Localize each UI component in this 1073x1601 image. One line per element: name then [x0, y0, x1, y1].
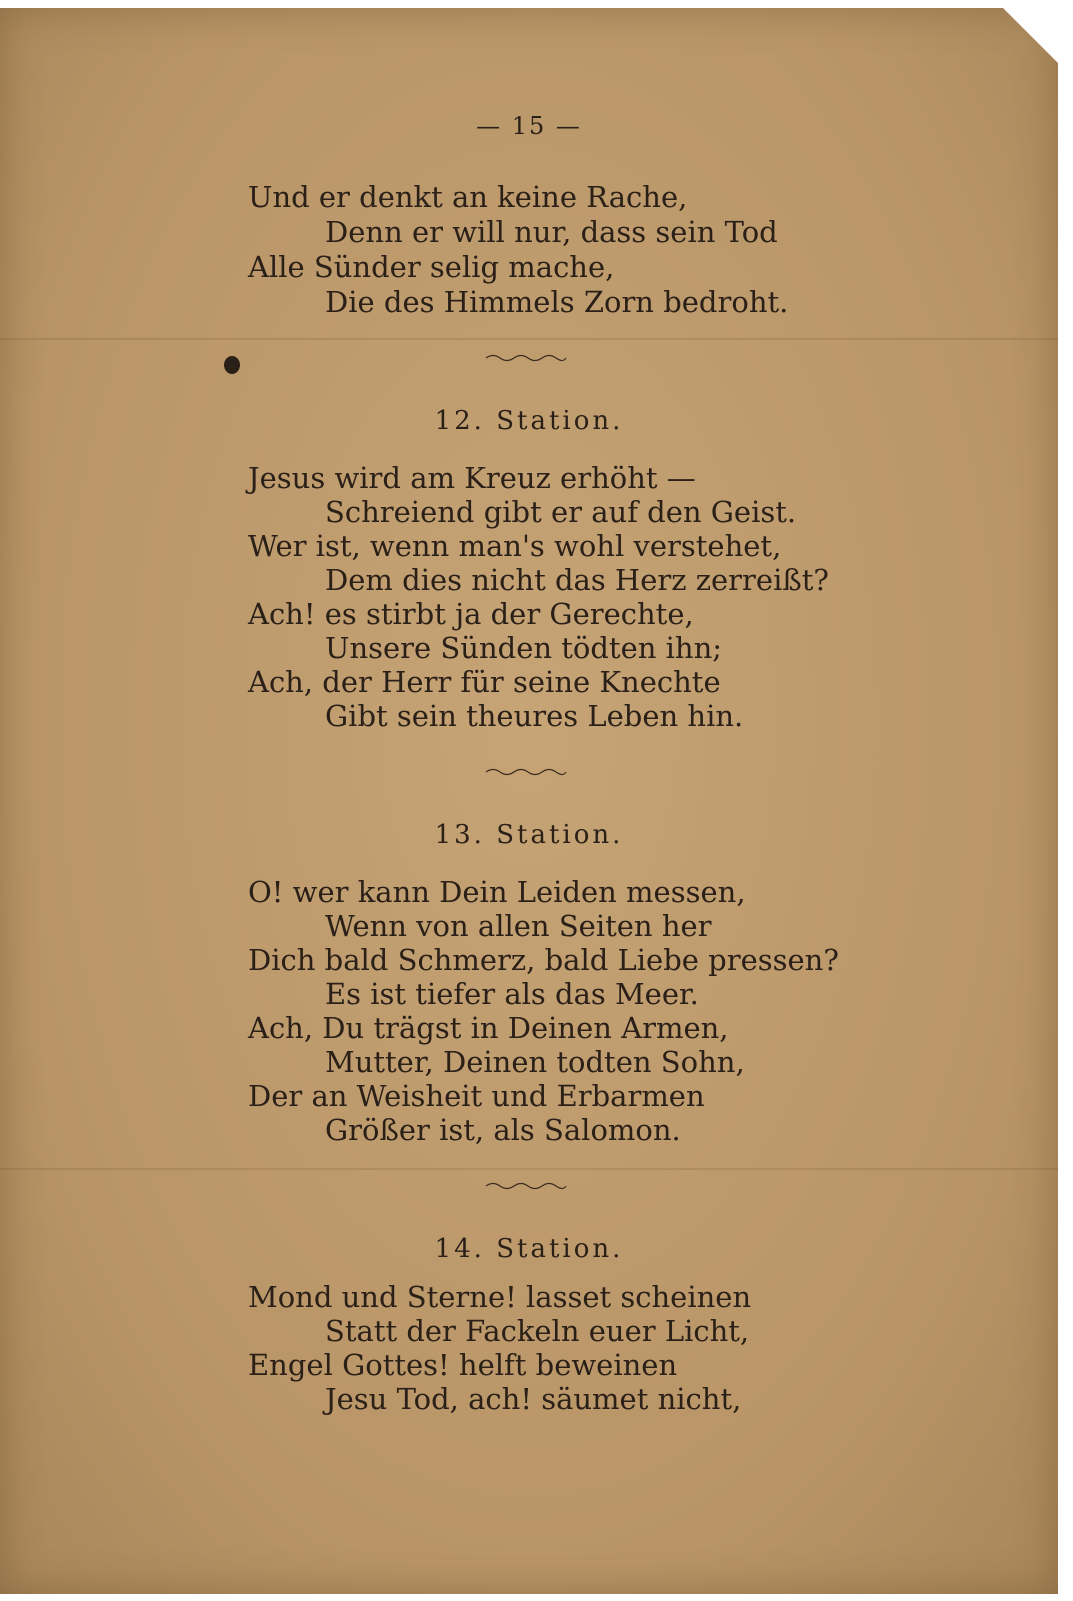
verse-line: Wer ist, wenn man's wohl verstehet,: [248, 529, 782, 563]
verse-line: Statt der Fackeln euer Licht,: [325, 1314, 750, 1348]
page-number: — 15 —: [476, 112, 582, 140]
verse-line: Größer ist, als Salomon.: [325, 1113, 681, 1147]
ornamental-divider: [484, 766, 568, 778]
verse-line: Ach, der Herr für seine Knechte: [248, 665, 721, 699]
page-fold-line: [0, 338, 1058, 340]
verse-line: Ach, Du trägst in Deinen Armen,: [248, 1011, 729, 1045]
verse-line: Die des Himmels Zorn bedroht.: [325, 285, 789, 319]
station-14-heading: 14. Station.: [434, 1234, 624, 1264]
ornamental-divider: [484, 1180, 568, 1192]
document-page: [0, 8, 1058, 1594]
verse-line: Dich bald Schmerz, bald Liebe pressen?: [248, 943, 839, 977]
station-13-heading: 13. Station.: [434, 820, 624, 850]
ink-blot: [224, 356, 240, 374]
page-fold-line: [0, 1168, 1058, 1170]
station-12-heading: 12. Station.: [434, 406, 624, 436]
verse-line: Mutter, Deinen todten Sohn,: [325, 1045, 745, 1079]
verse-line: Unsere Sünden tödten ihn;: [325, 631, 723, 665]
verse-line: Und er denkt an keine Rache,: [248, 180, 688, 214]
verse-line: O! wer kann Dein Leiden messen,: [248, 875, 746, 909]
verse-line: Jesu Tod, ach! säumet nicht,: [325, 1382, 742, 1416]
verse-line: Wenn von allen Seiten her: [325, 909, 712, 943]
verse-line: Mond und Sterne! lasset scheinen: [248, 1280, 752, 1314]
verse-line: Ach! es stirbt ja der Gerechte,: [248, 597, 694, 631]
torn-corner: [1003, 8, 1058, 63]
verse-line: Engel Gottes! helft beweinen: [248, 1348, 678, 1382]
verse-line: Gibt sein theures Leben hin.: [325, 699, 744, 733]
verse-line: Alle Sünder selig mache,: [248, 250, 615, 284]
verse-line: Dem dies nicht das Herz zerreißt?: [325, 563, 829, 597]
verse-line: Der an Weisheit und Erbarmen: [248, 1079, 705, 1113]
ornamental-divider: [484, 352, 568, 364]
verse-line: Schreiend gibt er auf den Geist.: [325, 495, 797, 529]
verse-line: Denn er will nur, dass sein Tod: [325, 215, 778, 249]
verse-line: Es ist tiefer als das Meer.: [325, 977, 699, 1011]
verse-line: Jesus wird am Kreuz erhöht —: [248, 461, 696, 495]
